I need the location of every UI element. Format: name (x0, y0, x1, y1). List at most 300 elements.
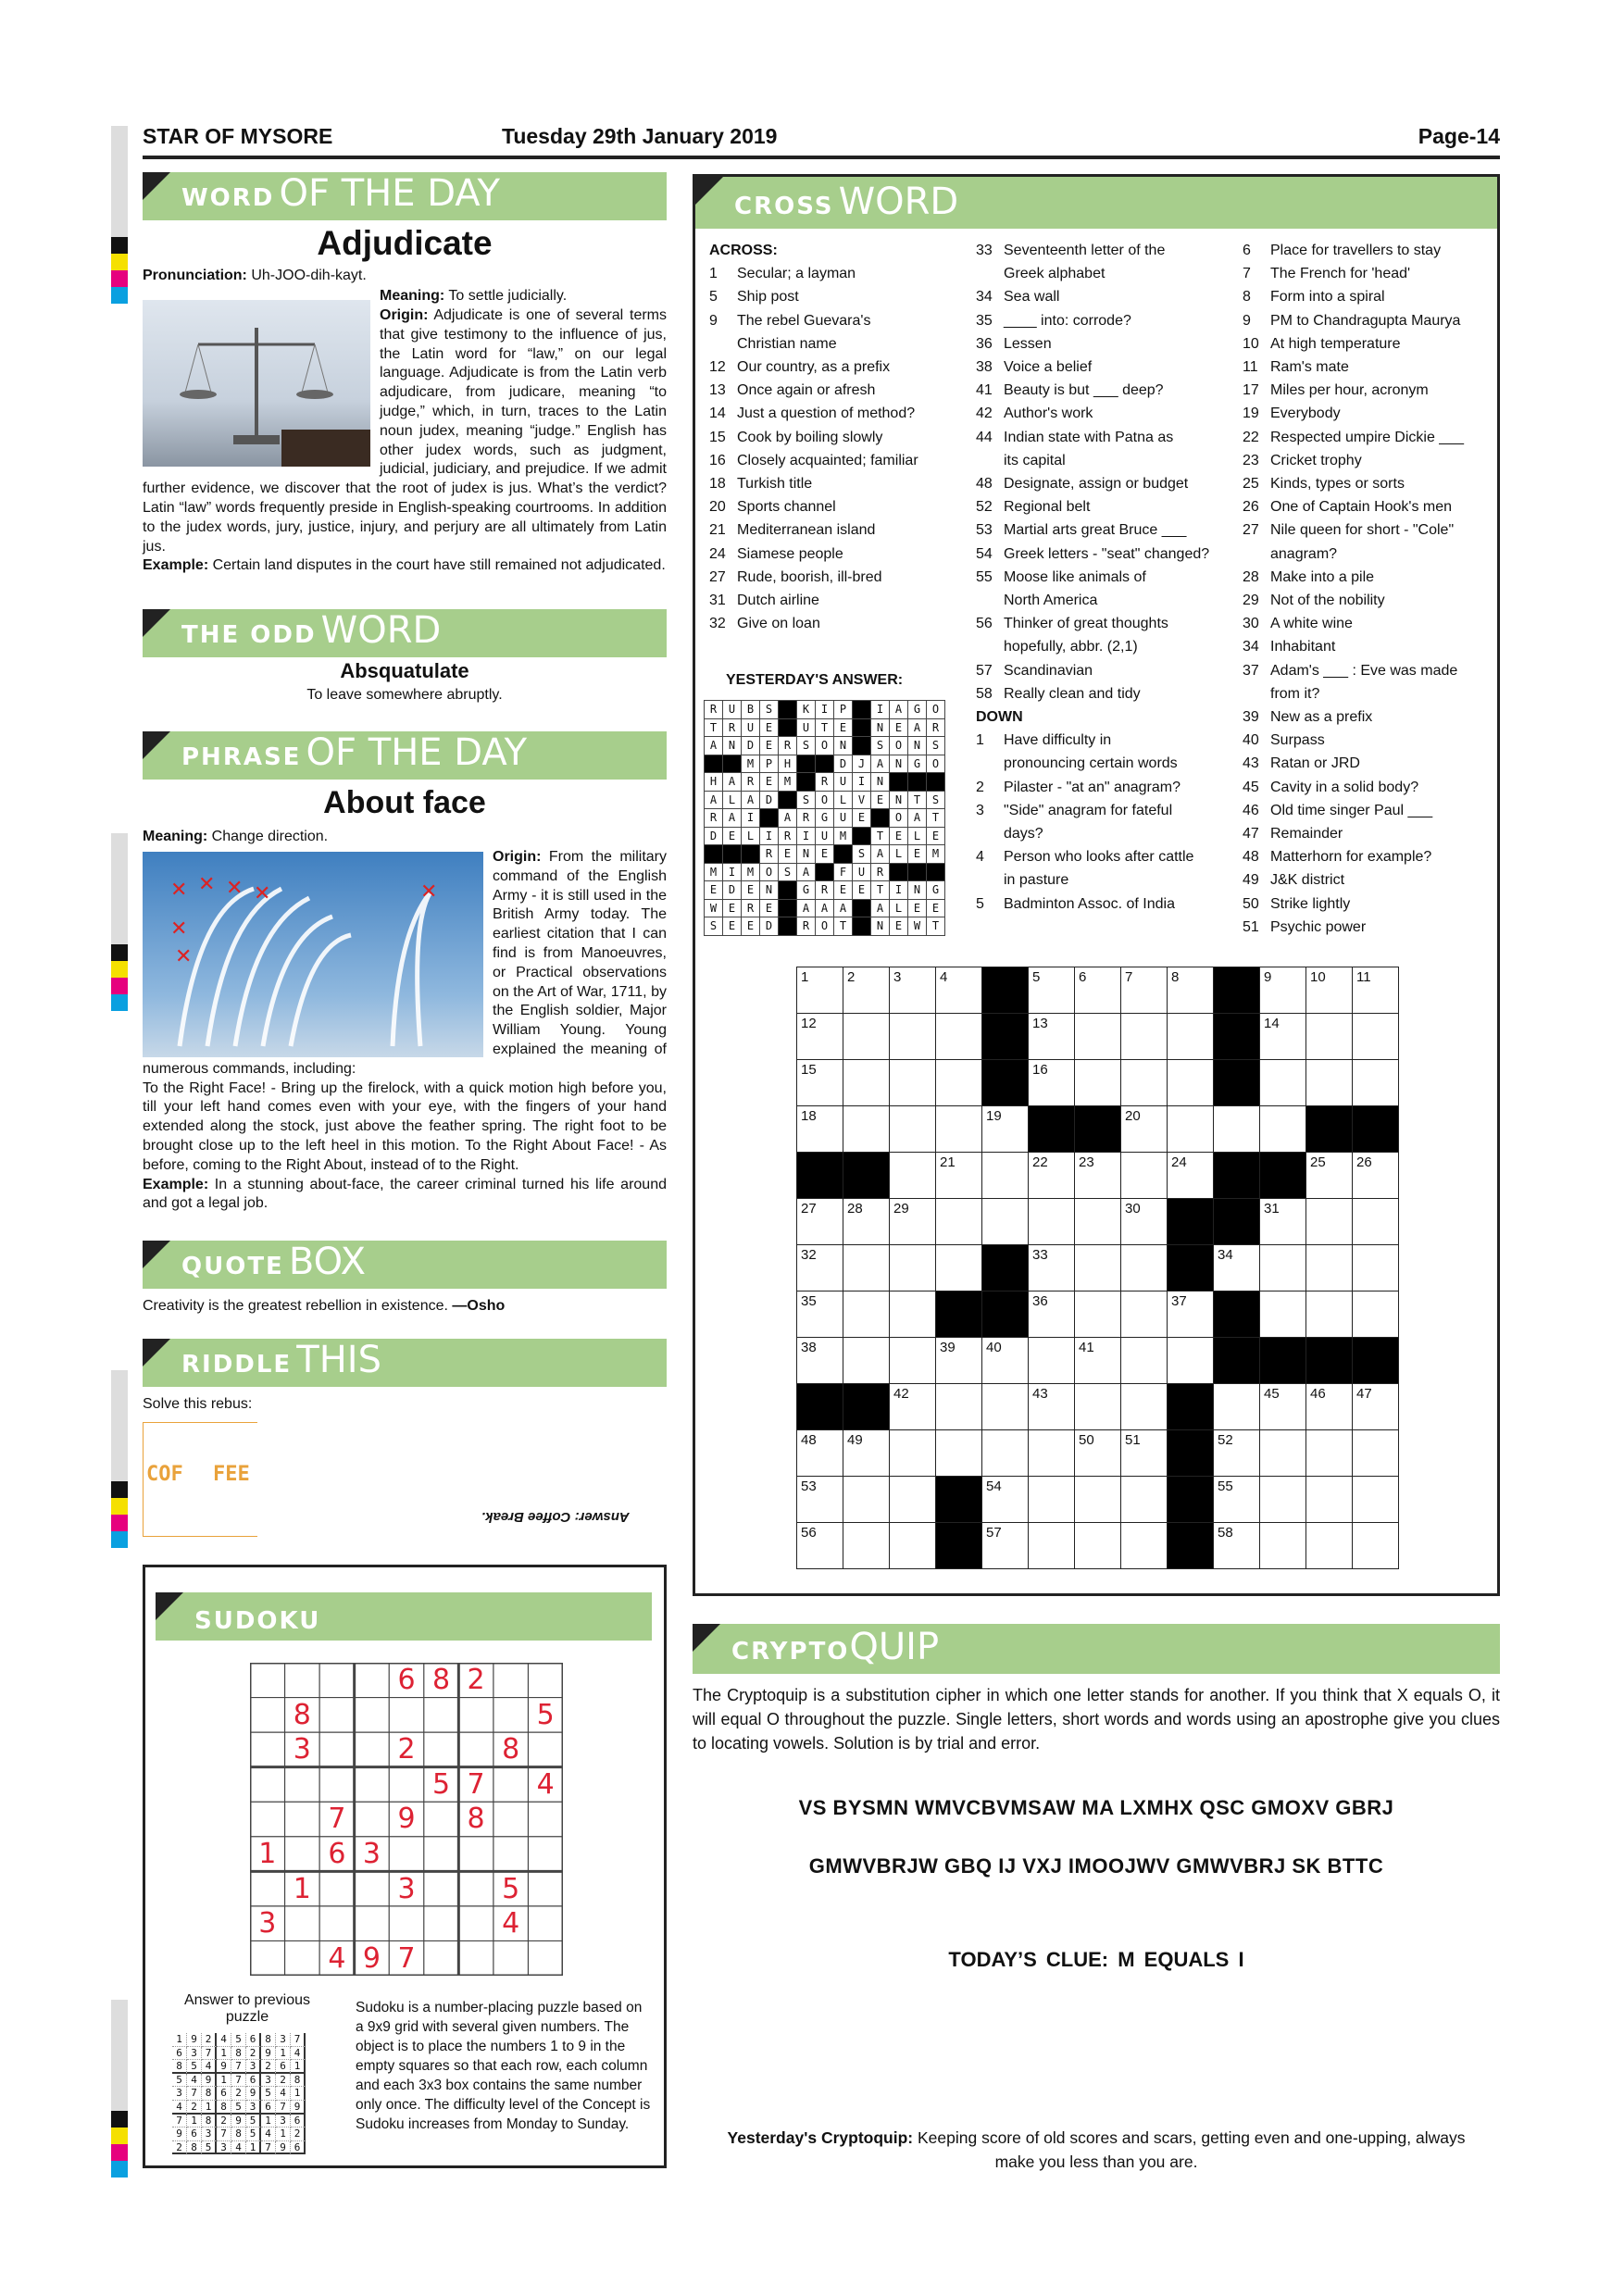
crossword-cell[interactable] (1352, 1059, 1399, 1106)
crossword-cell[interactable] (1074, 1476, 1121, 1523)
crossword-cell[interactable] (1028, 1429, 1075, 1477)
clue-row (976, 518, 1244, 542)
crossword-cell[interactable] (889, 1013, 936, 1060)
prev-sudoku-cell: 6 (261, 2101, 276, 2115)
clue-number: 13 (709, 382, 726, 399)
sudoku-cell[interactable] (424, 1906, 459, 1941)
crossword-cell[interactable] (843, 1337, 890, 1384)
crossword-cell[interactable] (796, 1059, 843, 1106)
crossword-cell[interactable] (981, 1429, 1029, 1477)
clue-row (976, 309, 1244, 332)
yesterday-cell: N (870, 917, 890, 936)
sudoku-cell[interactable] (528, 1871, 563, 1906)
crossword-cell[interactable] (1167, 1013, 1214, 1060)
sudoku-cell[interactable] (355, 1663, 390, 1698)
sudoku-cell: 4 (502, 1907, 520, 1940)
crossword-cell[interactable] (1259, 1013, 1306, 1060)
yesterday-cell: A (704, 791, 723, 810)
crossword-cell[interactable] (935, 1105, 982, 1153)
prev-sudoku-cell: 9 (172, 2128, 187, 2141)
prev-sudoku-cell: 6 (172, 2047, 187, 2061)
sudoku-cell[interactable] (493, 1698, 529, 1733)
sudoku-cell[interactable] (389, 1837, 424, 1872)
crossword-cell[interactable] (1305, 1244, 1353, 1292)
prev-sudoku-cell: 9 (276, 2141, 291, 2155)
crossword-block (981, 1244, 1029, 1292)
crossword-cell[interactable] (889, 1152, 936, 1199)
crossword-cell[interactable] (889, 1476, 936, 1523)
crossword-cell[interactable] (1305, 1476, 1353, 1523)
sudoku-cell: 4 (536, 1767, 555, 1801)
yesterday-cell: N (796, 844, 816, 864)
crossword-cell[interactable] (1167, 967, 1214, 1014)
crossword-cell[interactable] (1120, 1429, 1168, 1477)
yesterday-cell: M (741, 755, 760, 774)
crossword-cell[interactable] (935, 1337, 982, 1384)
sudoku-cell[interactable] (285, 1906, 320, 1941)
sudoku-cell[interactable] (355, 1871, 390, 1906)
sudoku-cell[interactable] (424, 1871, 459, 1906)
crossword-cell[interactable] (1074, 1337, 1121, 1384)
crossword-cell[interactable] (1352, 1522, 1399, 1569)
crossword-cell[interactable] (1305, 1198, 1353, 1245)
crossword-cell[interactable] (796, 1198, 843, 1245)
clue-number: 2 (976, 779, 984, 795)
crossword-cell[interactable] (1167, 1105, 1214, 1153)
crossword-cell[interactable] (796, 1337, 843, 1384)
cell-number: 31 (1264, 1201, 1280, 1217)
crossword-cell[interactable] (1305, 1291, 1353, 1338)
clue-text: Adam's ___ : Eve was made (1270, 662, 1458, 679)
crossword-cell[interactable] (1074, 1198, 1121, 1245)
crossword-cell[interactable] (1259, 1291, 1306, 1338)
crossword-cell[interactable] (1120, 1244, 1168, 1292)
yesterday-cell: A (833, 899, 853, 918)
crossword-cell[interactable] (1074, 1013, 1121, 1060)
crossword-cell[interactable] (935, 1152, 982, 1199)
yesterday-cell: D (722, 880, 742, 900)
crossword-cell[interactable] (935, 967, 982, 1014)
crossword-cell[interactable] (1120, 1013, 1168, 1060)
yesterday-cell: K (796, 700, 816, 719)
yesterday-cell: A (796, 863, 816, 882)
sudoku-cell[interactable] (493, 1767, 529, 1803)
sudoku-cell[interactable] (250, 1698, 285, 1733)
sudoku-cell[interactable] (458, 1837, 493, 1872)
sudoku-cell[interactable] (528, 1663, 563, 1698)
sudoku-cell[interactable] (319, 1732, 355, 1767)
crossword-cell[interactable] (1028, 967, 1075, 1014)
sudoku-cell[interactable] (250, 1767, 285, 1803)
crossword-cell[interactable] (1120, 1522, 1168, 1569)
cell-number: 9 (1264, 969, 1272, 985)
crossword-cell[interactable] (796, 1476, 843, 1523)
crossword-cell[interactable] (1259, 1429, 1306, 1477)
yesterday-cell: N (833, 736, 853, 755)
yesterday-cell: E (759, 772, 779, 792)
clue-number: 55 (976, 568, 993, 585)
cell-number: 2 (847, 969, 856, 985)
crossword-cell[interactable] (1352, 1244, 1399, 1292)
yesterday-cell: H (778, 755, 797, 774)
yesterday-cell (778, 700, 797, 719)
crossword-cell[interactable] (1259, 1105, 1306, 1153)
crossword-cell[interactable] (1120, 967, 1168, 1014)
crossword-cell[interactable] (981, 1105, 1029, 1153)
clue-row (976, 612, 1244, 635)
svg-text:✕: ✕ (254, 882, 271, 905)
crossword-cell[interactable] (796, 1522, 843, 1569)
clue-number: 1 (976, 732, 984, 749)
sudoku-cell[interactable] (319, 1871, 355, 1906)
clue-text: Old time singer Paul ___ (1270, 802, 1433, 818)
crossword-cell[interactable] (1352, 1013, 1399, 1060)
svg-text:✕: ✕ (198, 873, 216, 896)
crossword-block (796, 1383, 843, 1430)
crossword-cell[interactable] (1028, 1198, 1075, 1245)
sudoku-cell[interactable] (250, 1663, 285, 1698)
sudoku-cell: 6 (328, 1838, 346, 1871)
sudoku-cell[interactable] (528, 1732, 563, 1767)
prev-sudoku-cell: 7 (291, 2033, 306, 2047)
sudoku-cell[interactable] (285, 1663, 320, 1698)
crossword-cell[interactable] (981, 1383, 1029, 1430)
clue-number: 7 (1243, 266, 1251, 282)
crossword-cell[interactable] (1120, 1152, 1168, 1199)
prev-sudoku-cell: 2 (246, 2047, 261, 2061)
crossword-cell[interactable] (843, 1059, 890, 1106)
crossword-cell[interactable] (1305, 967, 1353, 1014)
crossword-cell[interactable] (1167, 1059, 1214, 1106)
sudoku-cell[interactable] (389, 1767, 424, 1803)
crossword-cell[interactable] (935, 1059, 982, 1106)
sudoku-cell[interactable] (424, 1698, 459, 1733)
yesterday-cell: T (870, 827, 890, 846)
yesterday-cell: D (759, 791, 779, 810)
crossword-block (1259, 1337, 1306, 1384)
crossword-cell[interactable] (1028, 1383, 1075, 1430)
yesterday-cell: R (759, 844, 779, 864)
crossword-cell[interactable] (1213, 1105, 1260, 1153)
crossword-cell[interactable] (1213, 1522, 1260, 1569)
crossword-cell[interactable] (1213, 1476, 1260, 1523)
clue-row (1243, 589, 1497, 612)
crossword-cell[interactable] (843, 1522, 890, 1569)
crossword-cell[interactable] (1259, 1059, 1306, 1106)
clue-text: DOWN (976, 709, 1023, 726)
cell-number: 18 (801, 1108, 817, 1124)
clue-row (1243, 449, 1497, 472)
phrase-title: About face (323, 785, 486, 820)
crossword-grid[interactable] (796, 967, 1398, 1566)
sudoku-cell[interactable] (355, 1698, 390, 1733)
clue-text: Turkish title (737, 476, 813, 493)
cell-number: 5 (1032, 969, 1041, 985)
crossword-cell[interactable] (1074, 1522, 1121, 1569)
clue-number: 16 (709, 452, 726, 468)
crossword-cell[interactable] (1074, 1383, 1121, 1430)
crossword-cell[interactable] (796, 1244, 843, 1292)
crossword-cell[interactable] (1213, 1244, 1260, 1292)
crossword-cell[interactable] (1305, 1522, 1353, 1569)
yesterday-cell: D (741, 736, 760, 755)
sudoku-cell[interactable] (250, 1940, 285, 1976)
sudoku-cell[interactable] (528, 1802, 563, 1837)
cryptoquip-clue: TODAY’S CLUE: M EQUALS I (948, 1948, 1244, 1971)
clue-row (1243, 635, 1497, 658)
crossword-cell[interactable] (1259, 1244, 1306, 1292)
sudoku-cell[interactable] (319, 1698, 355, 1733)
crossword-cell[interactable] (1028, 1337, 1075, 1384)
crossword-cell[interactable] (981, 1198, 1029, 1245)
clue-text: Ram's mate (1270, 359, 1349, 376)
crossword-cell[interactable] (843, 1429, 890, 1477)
crossword-cell[interactable] (1305, 1383, 1353, 1430)
crossword-cell[interactable] (981, 1476, 1029, 1523)
crossword-cell[interactable] (1074, 1244, 1121, 1292)
crossword-cell[interactable] (1259, 967, 1306, 1014)
clue-row (709, 612, 968, 635)
sudoku-cell: 7 (328, 1803, 346, 1836)
yesterday-cell: T (926, 917, 945, 936)
sudoku-cell[interactable] (250, 1871, 285, 1906)
crossword-cell[interactable] (796, 967, 843, 1014)
clue-text: Everybody (1270, 406, 1341, 422)
sudoku-cell[interactable] (528, 1906, 563, 1941)
sudoku-cell[interactable] (285, 1802, 320, 1837)
sudoku-cell[interactable] (493, 1940, 529, 1976)
crossword-cell[interactable] (1120, 1105, 1168, 1153)
sudoku-cell[interactable] (250, 1732, 285, 1767)
sudoku-cell[interactable] (355, 1906, 390, 1941)
clue-text: Ship post (737, 289, 799, 306)
yesterday-cell: A (722, 772, 742, 792)
crossword-cell[interactable] (1028, 1152, 1075, 1199)
crossword-cell[interactable] (1305, 1429, 1353, 1477)
clue-text: The French for 'head' (1270, 266, 1411, 282)
clue-row (709, 332, 968, 356)
clue-row (976, 566, 1244, 589)
crossword-cell[interactable] (796, 1013, 843, 1060)
crossword-cell[interactable] (889, 1291, 936, 1338)
crossword-cell[interactable] (796, 1429, 843, 1477)
sudoku-cell[interactable] (458, 1698, 493, 1733)
clue-number: 44 (976, 429, 993, 445)
sudoku-cell[interactable] (319, 1663, 355, 1698)
clue-text: A white wine (1270, 616, 1353, 632)
sudoku-cell[interactable] (458, 1940, 493, 1976)
crossword-cell[interactable] (796, 1105, 843, 1153)
sudoku-cell[interactable] (493, 1837, 529, 1872)
sudoku-cell[interactable] (355, 1802, 390, 1837)
clue-row (976, 705, 1244, 729)
clue-row (709, 356, 968, 379)
clue-text: Psychic power (1270, 918, 1367, 935)
crossword-cell[interactable] (889, 1059, 936, 1106)
crossword-cell[interactable] (1167, 1152, 1214, 1199)
crossword-cell[interactable] (1352, 1476, 1399, 1523)
crossword-cell[interactable] (1028, 1522, 1075, 1569)
yesterday-cell: A (778, 808, 797, 828)
sudoku-cell[interactable] (458, 1906, 493, 1941)
crossword-cell[interactable] (1259, 1522, 1306, 1569)
sudoku-cell[interactable] (285, 1767, 320, 1803)
sudoku-cell[interactable] (355, 1767, 390, 1803)
crossword-cell[interactable] (843, 967, 890, 1014)
crossword-cell[interactable] (1028, 1059, 1075, 1106)
yesterday-cell: E (722, 917, 742, 936)
sudoku-cell[interactable] (424, 1732, 459, 1767)
crossword-cell[interactable] (981, 1152, 1029, 1199)
crossword-cell[interactable] (1259, 1476, 1306, 1523)
crossword-cell[interactable] (1120, 1476, 1168, 1523)
crossword-cell[interactable] (1120, 1059, 1168, 1106)
sudoku-cell[interactable] (493, 1802, 529, 1837)
crossword-cell[interactable] (1352, 1383, 1399, 1430)
crossword-cell[interactable] (1167, 1337, 1214, 1384)
clue-number: 36 (976, 335, 993, 352)
yesterday-cell: T (926, 808, 945, 828)
crossword-cell[interactable] (843, 1291, 890, 1338)
cell-number: 33 (1032, 1247, 1048, 1263)
crossword-cell[interactable] (1074, 1059, 1121, 1106)
crossword-cell[interactable] (1028, 1291, 1075, 1338)
yesterday-cell (815, 863, 834, 882)
clue-number: 40 (1243, 732, 1259, 749)
crossword-cell[interactable] (1028, 1244, 1075, 1292)
crossword-cell[interactable] (1120, 1383, 1168, 1430)
crossword-cell[interactable] (1028, 1476, 1075, 1523)
crossword-cell[interactable] (1352, 1198, 1399, 1245)
crossword-cell[interactable] (843, 1013, 890, 1060)
crossword-cell[interactable] (935, 1383, 982, 1430)
crossword-cell[interactable] (1352, 1152, 1399, 1199)
crossword-cell[interactable] (889, 967, 936, 1014)
sudoku-cell: 9 (362, 1941, 381, 1975)
clue-text: pronouncing certain words (1004, 755, 1178, 772)
crossword-cell[interactable] (889, 1337, 936, 1384)
crossword-cell[interactable] (935, 1013, 982, 1060)
sudoku-cell[interactable] (319, 1906, 355, 1941)
cell-number: 46 (1310, 1386, 1326, 1402)
yesterday-cell: S (870, 736, 890, 755)
crossword-cell[interactable] (935, 1429, 982, 1477)
crossword-cell[interactable] (935, 1198, 982, 1245)
cell-number: 8 (1171, 969, 1180, 985)
crossword-block (1213, 1152, 1260, 1199)
sudoku-cell[interactable] (424, 1940, 459, 1976)
clue-text: Voice a belief (1004, 359, 1093, 376)
clue-text: Lessen (1004, 335, 1052, 352)
crossword-cell[interactable] (889, 1105, 936, 1153)
yesterday-cell: E (759, 736, 779, 755)
crossword-cell[interactable] (1213, 1429, 1260, 1477)
clue-row (709, 518, 968, 542)
clue-text: Thinker of great thoughts (1004, 616, 1168, 632)
yesterday-cell: A (722, 808, 742, 828)
yesterday-cell (778, 899, 797, 918)
cell-number: 42 (893, 1386, 909, 1402)
cell-number: 40 (986, 1340, 1002, 1355)
sudoku-cell[interactable] (285, 1940, 320, 1976)
crossword-cell[interactable] (889, 1429, 936, 1477)
crossword-cell[interactable] (981, 1337, 1029, 1384)
yesterday-cell: U (722, 700, 742, 719)
crossword-cell[interactable] (1074, 1291, 1121, 1338)
sudoku-cell[interactable] (458, 1732, 493, 1767)
prev-sudoku-cell: 8 (172, 2060, 187, 2074)
crossword-cell[interactable] (1074, 1152, 1121, 1199)
crossword-cell[interactable] (1213, 1383, 1260, 1430)
sudoku-cell[interactable] (424, 1802, 459, 1837)
clue-text: Martial arts great Bruce ___ (1004, 522, 1187, 539)
sudoku-cell[interactable] (493, 1663, 529, 1698)
clue-text: Sports channel (737, 499, 836, 516)
crossword-cell[interactable] (843, 1198, 890, 1245)
sudoku-cell[interactable] (250, 1802, 285, 1837)
crossword-cell[interactable] (1352, 967, 1399, 1014)
sudoku-cell[interactable] (528, 1837, 563, 1872)
clue-text: PM to Chandragupta Maurya (1270, 312, 1461, 329)
clue-row (976, 729, 1244, 752)
crossword-cell[interactable] (843, 1105, 890, 1153)
crossword-cell[interactable] (1120, 1198, 1168, 1245)
crossword-cell[interactable] (889, 1383, 936, 1430)
sudoku-cell[interactable] (528, 1940, 563, 1976)
crossword-cell[interactable] (1120, 1337, 1168, 1384)
prev-sudoku-cell: 3 (246, 2101, 261, 2115)
crossword-cell[interactable] (843, 1244, 890, 1292)
crossword-cell[interactable] (1074, 967, 1121, 1014)
crossword-cell[interactable] (1352, 1291, 1399, 1338)
crossword-cell[interactable] (889, 1244, 936, 1292)
crossword-cell[interactable] (796, 1291, 843, 1338)
crossword-cell[interactable] (843, 1476, 890, 1523)
crossword-cell[interactable] (935, 1244, 982, 1292)
crossword-cell[interactable] (1074, 1429, 1121, 1477)
sudoku-cell[interactable] (458, 1871, 493, 1906)
crossword-cell[interactable] (1305, 1152, 1353, 1199)
sudoku-cell[interactable] (319, 1767, 355, 1803)
yesterday-cell: O (815, 917, 834, 936)
crossword-cell[interactable] (889, 1198, 936, 1245)
sudoku-cell[interactable] (285, 1837, 320, 1872)
crossword-cell[interactable] (1120, 1291, 1168, 1338)
clue-number: 38 (976, 359, 993, 376)
sudoku-cell: 5 (536, 1698, 555, 1731)
yesterday-cell: E (759, 899, 779, 918)
crossword-cell[interactable] (1167, 1291, 1214, 1338)
clue-row (1243, 356, 1497, 379)
crossword-cell[interactable] (1305, 1059, 1353, 1106)
sudoku-cell[interactable] (355, 1732, 390, 1767)
sudoku-grid[interactable] (250, 1663, 563, 1976)
sudoku-cell[interactable] (424, 1837, 459, 1872)
crossword-cell[interactable] (1305, 1013, 1353, 1060)
prev-sudoku-cell: 2 (202, 2033, 217, 2047)
clue-number: 32 (709, 616, 726, 632)
crossword-cell[interactable] (1259, 1383, 1306, 1430)
sudoku-cell[interactable] (389, 1906, 424, 1941)
crossword-cell[interactable] (1028, 1013, 1075, 1060)
crossword-cell[interactable] (889, 1522, 936, 1569)
sudoku-cell[interactable] (389, 1698, 424, 1733)
crossword-block (981, 1013, 1029, 1060)
clue-number: 46 (1243, 802, 1259, 818)
crossword-cell[interactable] (1259, 1198, 1306, 1245)
crossword-cell[interactable] (981, 1522, 1029, 1569)
crossword-cell[interactable] (1352, 1429, 1399, 1477)
